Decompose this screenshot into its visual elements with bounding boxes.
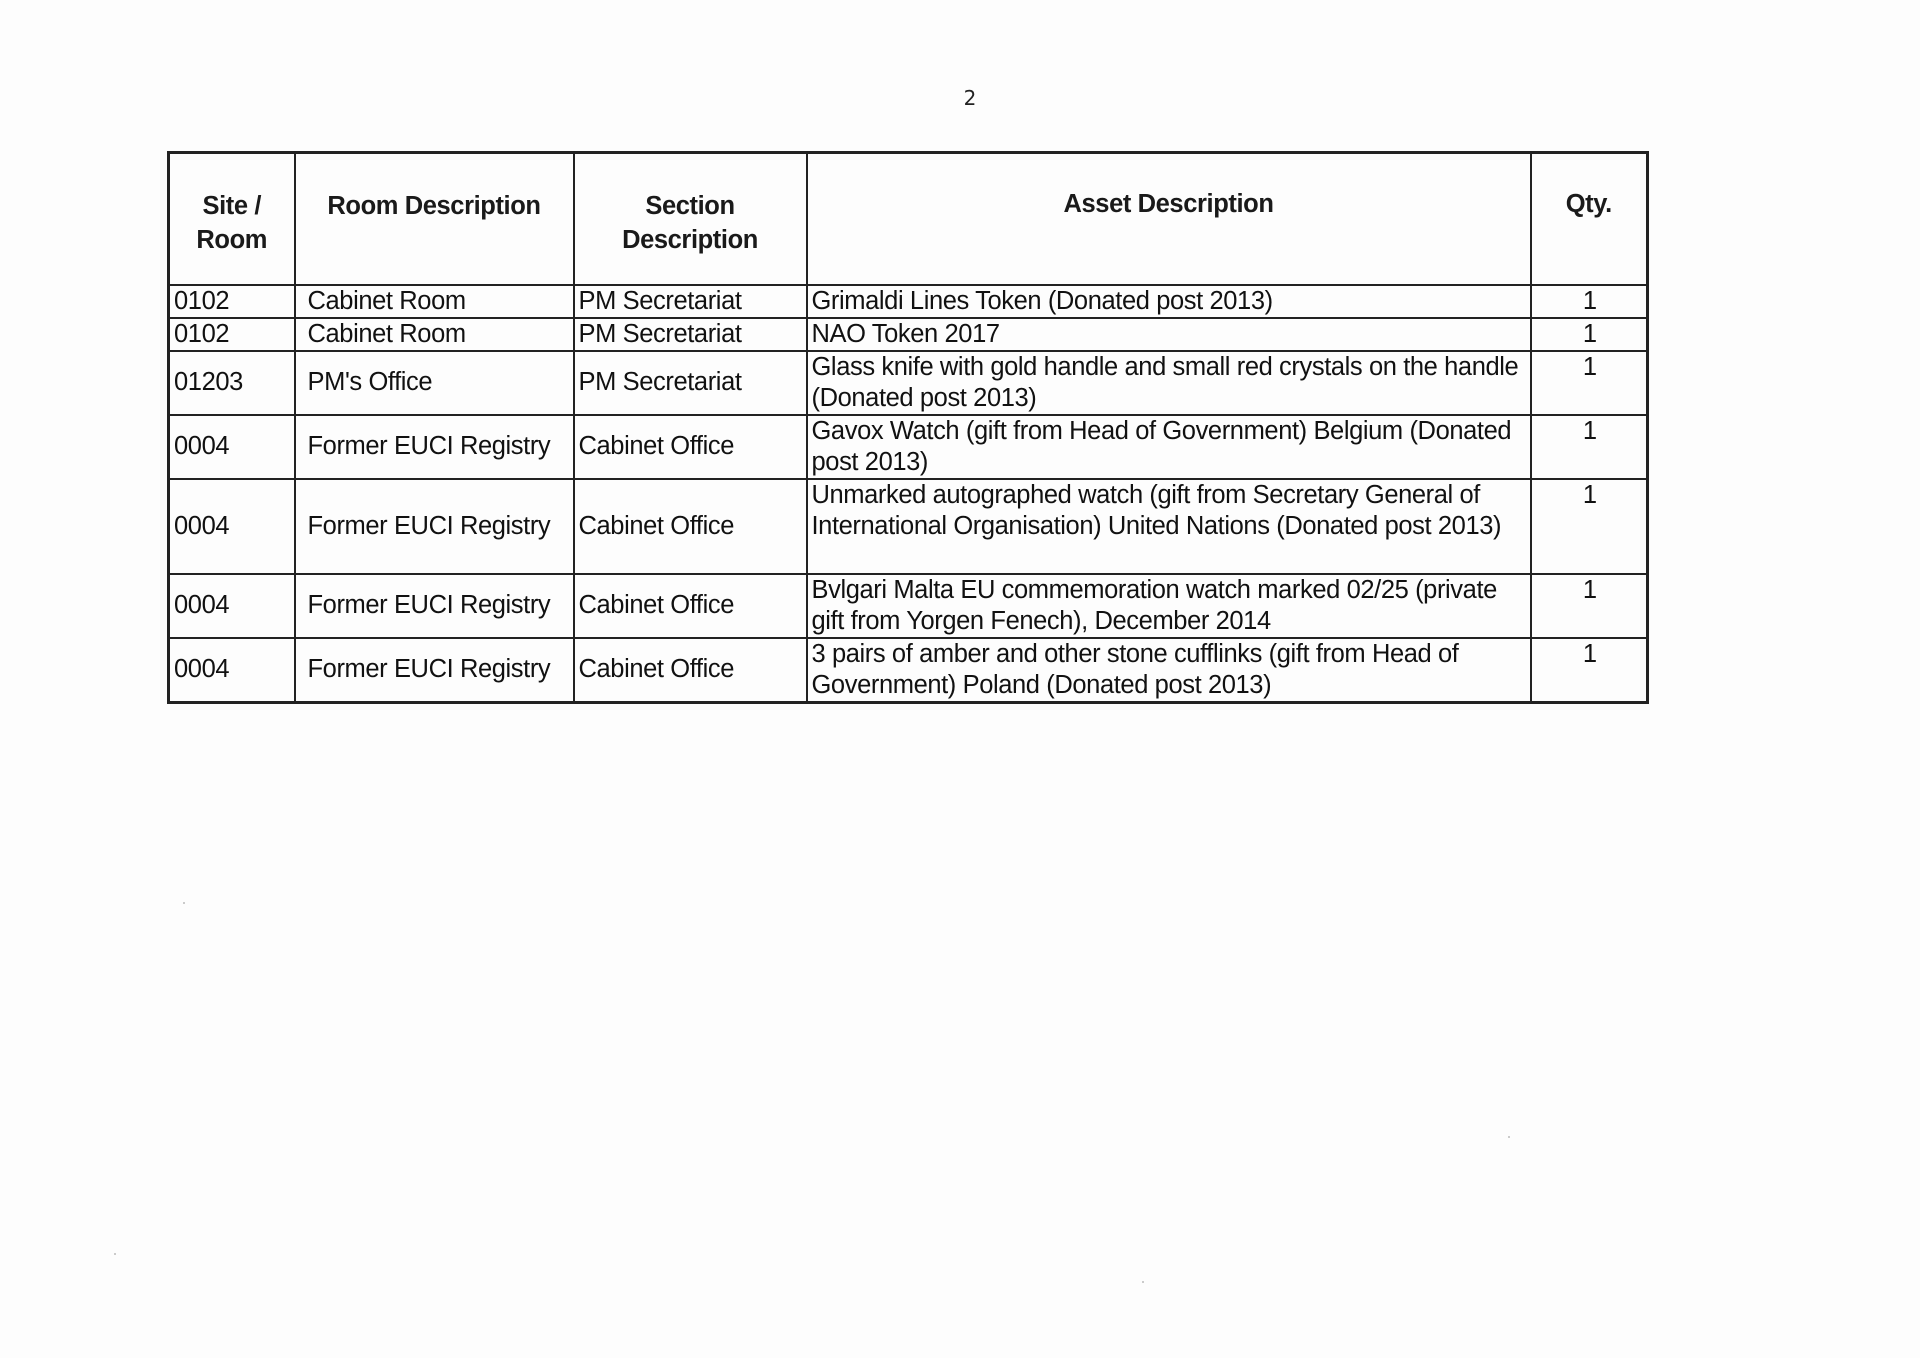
cell-site-room: 01203 [169, 351, 295, 415]
table-row [169, 574, 1648, 638]
header-site-room: Site / Room [169, 153, 295, 285]
cell-section-description: PM Secretariat [574, 318, 807, 351]
cell-room-description: Former EUCI Registry [295, 415, 574, 479]
cell-section-description: PM Secretariat [574, 351, 807, 415]
cell-room-description: Cabinet Room [295, 285, 574, 318]
header-asset-description: Asset Description [807, 153, 1531, 285]
cell-room-description: PM's Office [295, 351, 574, 415]
cell-asset-description: 3 pairs of amber and other stone cufflinks (gift from Head of Government) Poland (Donated post 2013) [807, 638, 1531, 703]
header-room-description: Room Description [295, 153, 574, 285]
table-row [169, 285, 1648, 318]
cell-site-room: 0004 [169, 638, 295, 703]
cell-qty: 1 [1531, 351, 1648, 415]
scan-speck [1508, 1136, 1510, 1138]
cell-site-room: 0004 [169, 415, 295, 479]
header-section-description: Section Description [574, 153, 807, 285]
scan-speck [114, 1253, 116, 1255]
table-row [169, 638, 1648, 703]
cell-section-description: Cabinet Office [574, 638, 807, 703]
cell-asset-description: NAO Token 2017 [807, 318, 1531, 351]
cell-qty: 1 [1531, 479, 1648, 574]
asset-register-table [167, 151, 1649, 704]
cell-room-description: Former EUCI Registry [295, 479, 574, 574]
cell-site-room: 0102 [169, 318, 295, 351]
cell-qty: 1 [1531, 415, 1648, 479]
cell-asset-description: Unmarked autographed watch (gift from Secretary General of International Organisation) United Nations (Donated post 2013) [807, 479, 1531, 574]
scan-speck [183, 902, 185, 904]
cell-section-description: Cabinet Office [574, 415, 807, 479]
cell-qty: 1 [1531, 638, 1648, 703]
table-row [169, 351, 1648, 415]
cell-site-room: 0004 [169, 574, 295, 638]
cell-room-description: Former EUCI Registry [295, 638, 574, 703]
cell-asset-description: Bvlgari Malta EU commemoration watch marked 02/25 (private gift from Yorgen Fenech), December 2014 [807, 574, 1531, 638]
cell-asset-description: Glass knife with gold handle and small red crystals on the handle (Donated post 2013) [807, 351, 1531, 415]
cell-asset-description: Grimaldi Lines Token (Donated post 2013) [807, 285, 1531, 318]
cell-qty: 1 [1531, 318, 1648, 351]
cell-section-description: PM Secretariat [574, 285, 807, 318]
cell-room-description: Former EUCI Registry [295, 574, 574, 638]
header-qty: Qty. [1531, 153, 1648, 285]
cell-qty: 1 [1531, 285, 1648, 318]
cell-section-description: Cabinet Office [574, 574, 807, 638]
table-header-row [169, 153, 1648, 285]
cell-section-description: Cabinet Office [574, 479, 807, 574]
cell-room-description: Cabinet Room [295, 318, 574, 351]
cell-site-room: 0102 [169, 285, 295, 318]
table-row [169, 479, 1648, 574]
cell-asset-description: Gavox Watch (gift from Head of Government) Belgium (Donated post 2013) [807, 415, 1531, 479]
table-row [169, 415, 1648, 479]
table-row [169, 318, 1648, 351]
cell-site-room: 0004 [169, 479, 295, 574]
scan-speck [1142, 1281, 1144, 1283]
cell-qty: 1 [1531, 574, 1648, 638]
page-number: 2 [963, 86, 977, 110]
